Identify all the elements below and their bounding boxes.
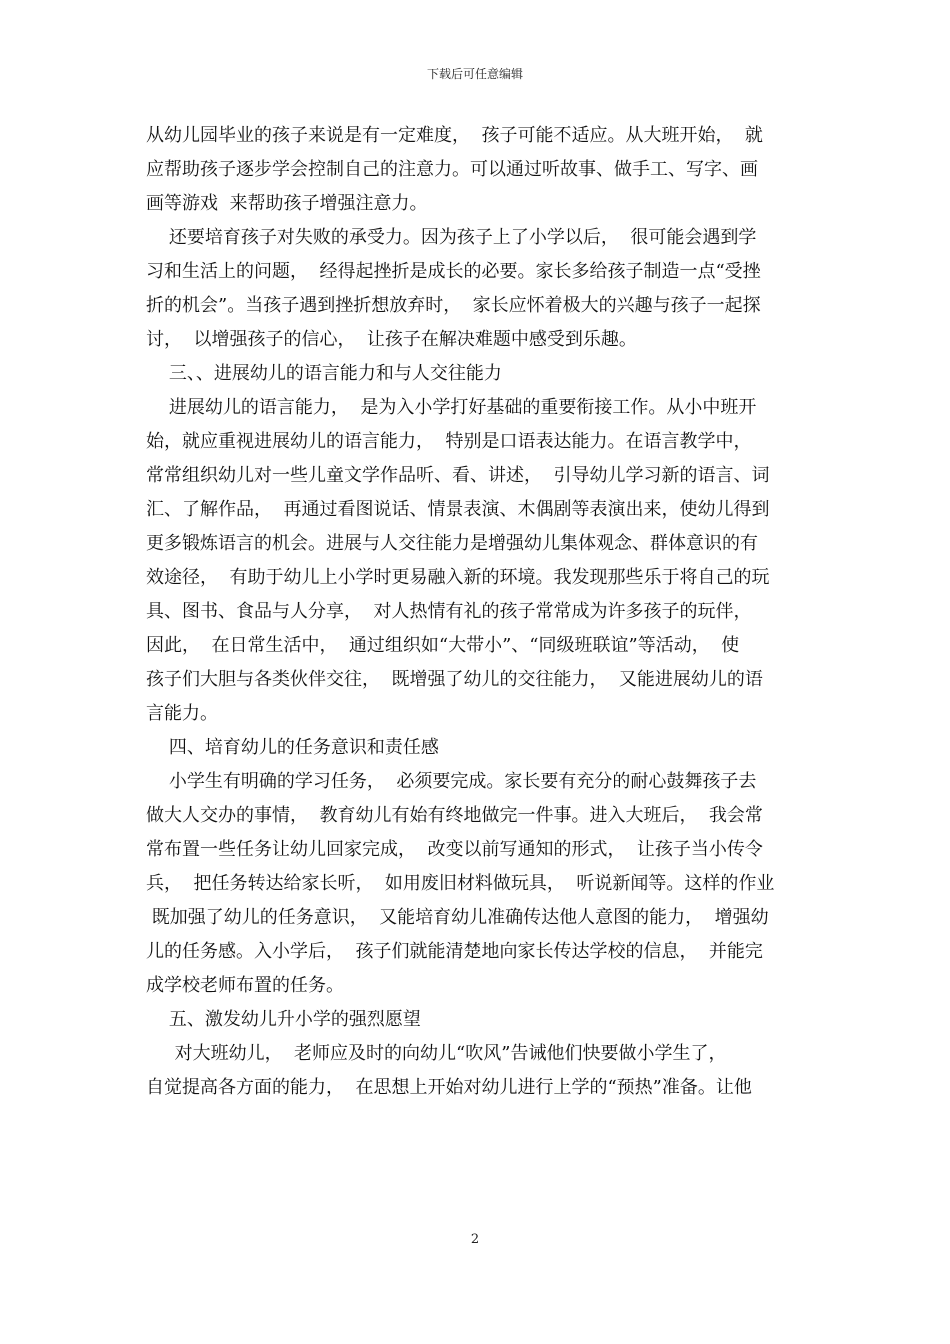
text-line: 对大班幼儿， 老师应及时的向幼儿“吹风”告诫他们快要做小学生了， [146, 1043, 727, 1064]
section-heading: 四、培育幼儿的任务意识和责任感 [146, 737, 439, 758]
text-line: 常布置一些任务让幼儿回家完成， 改变以前写通知的形式， 让孩子当小传令 [146, 839, 763, 860]
text-line: 做大人交办的事情， 教育幼儿有始有终地做完一件事。进入大班后， 我会常 [146, 805, 763, 826]
text-line: 小学生有明确的学习任务， 必须要完成。家长要有充分的耐心鼓舞孩子去 [146, 771, 757, 792]
text-line: 因此， 在日常生活中， 通过组织如“大带小”、“同级班联谊”等活动， 使 [146, 635, 740, 656]
text-line: 进展幼儿的语言能力， 是为入小学打好基础的重要衔接工作。从小中班开 [146, 397, 757, 418]
text-line: 常常组织幼儿对一些儿童文学作品听、看、讲述， 引导幼儿学习新的语言、词 [146, 465, 770, 486]
text-line: 效途径， 有助于幼儿上小学时更易融入新的环境。我发现那些乐于将自己的玩 [146, 567, 770, 588]
text-line: 汇、了解作品， 再通过看图说话、情景表演、木偶剧等表演出来，使幼儿得到 [146, 499, 770, 520]
text-line: 既加强了幼儿的任务意识， 又能培育幼儿准确传达他人意图的能力， 增强幼 [146, 907, 769, 928]
text-line: 习和生活上的问题， 经得起挫折是成长的必要。家长多给孩子制造一点“受挫 [146, 261, 761, 282]
page-number: 2 [470, 1232, 480, 1247]
section-heading: 五、激发幼儿升小学的强烈愿望 [146, 1009, 421, 1030]
text-line: 儿的任务感。入小学后， 孩子们就能清楚地向家长传达学校的信息， 并能完 [146, 941, 763, 962]
text-line: 兵， 把任务转达给家长听， 如用废旧材料做玩具， 听说新闻等。这样的作业 [146, 873, 775, 894]
text-line: 自觉提高各方面的能力， 在思想上开始对幼儿进行上学的“预热”准备。让他 [146, 1077, 752, 1098]
text-line: 从幼儿园毕业的孩子来说是有一定难度， 孩子可能不适应。从大班开始， 就 [146, 125, 763, 146]
text-line: 孩子们大胆与各类伙伴交往， 既增强了幼儿的交往能力， 又能进展幼儿的语 [146, 669, 763, 690]
text-line: 应帮助孩子逐步学会控制自己的注意力。可以通过听故事、做手工、写字、画 [146, 159, 758, 180]
page-header: 下载后可任意编辑 [426, 67, 523, 81]
section-heading: 三、、进展幼儿的语言能力和与人交往能力 [146, 363, 502, 384]
text-line: 更多锻炼语言的机会。进展与人交往能力是增强幼儿集体观念、群体意识的有 [146, 533, 758, 554]
text-line: 还要培育孩子对失败的承受力。因为孩子上了小学以后， 很可能会遇到学 [146, 227, 757, 248]
text-line: 始，就应重视进展幼儿的语言能力， 特别是口语表达能力。在语言教学中， [146, 431, 752, 452]
text-line: 具、图书、食品与人分享， 对人热情有礼的孩子常常成为许多孩子的玩伴， [146, 601, 752, 622]
text-line: 折的机会”。当孩子遇到挫折想放弃时， 家长应怀着极大的兴趣与孩子一起探 [146, 295, 761, 316]
text-line: 成学校老师布置的任务。 [146, 975, 344, 996]
text-line: 讨， 以增强孩子的信心， 让孩子在解决难题中感受到乐趣。 [146, 329, 637, 350]
text-line: 画等游戏 来帮助孩子增强注意力。 [146, 193, 428, 214]
text-line: 言能力。 [146, 703, 218, 724]
document-body [146, 119, 810, 1105]
